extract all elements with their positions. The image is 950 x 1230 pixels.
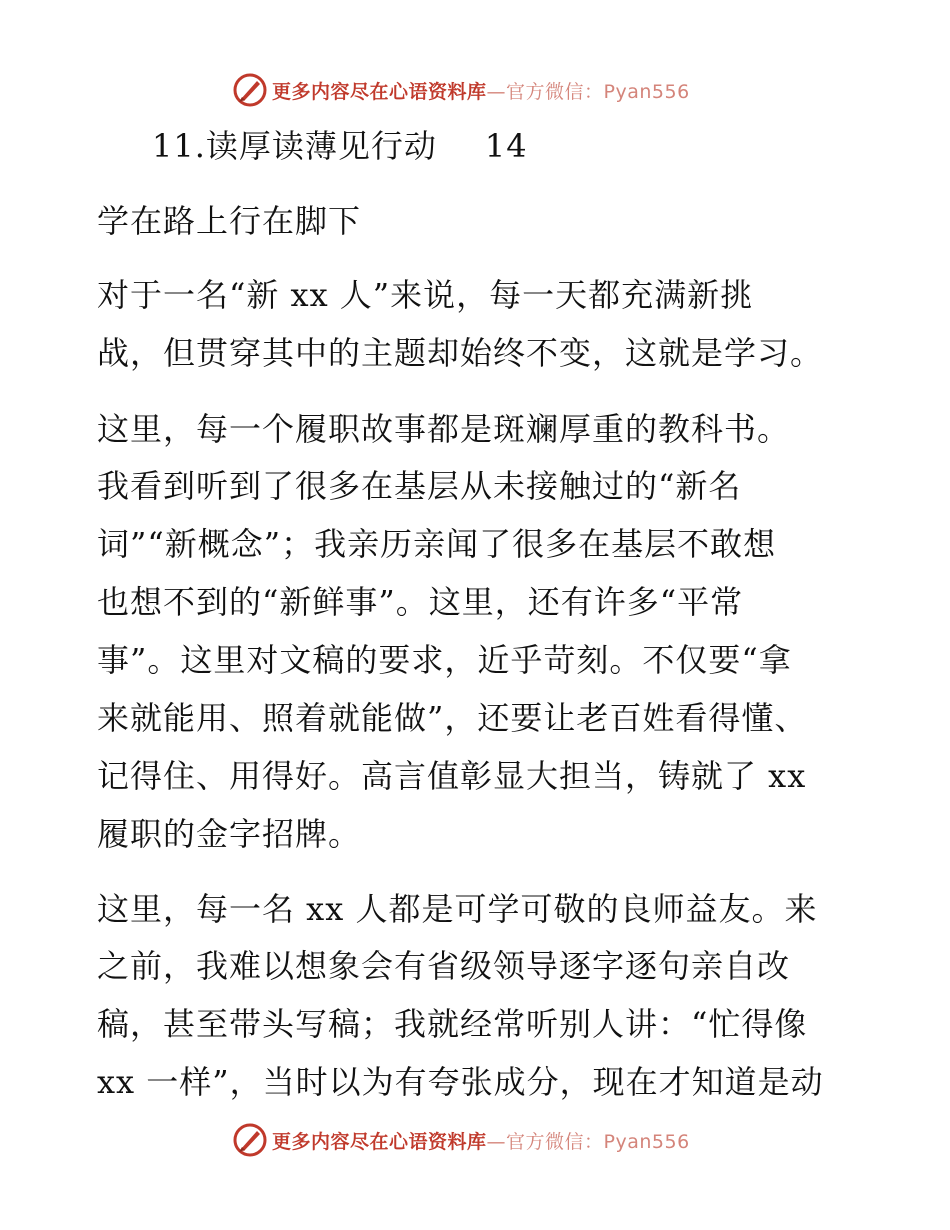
paragraph-line: 稿，甚至带头写稿；我就经常听别人讲：“忙得像 <box>97 1005 808 1043</box>
paragraph-line: 来就能用、照着就能做”，还要让老百姓看得懂、 <box>97 699 808 737</box>
watermark-wechat-label: 官方微信： <box>506 80 604 103</box>
watermark-separator: — <box>486 1130 507 1153</box>
watermark-brand: 更多内容尽在心语资料库 <box>272 1130 487 1153</box>
paragraph-line: 记得住、用得好。高言值彰显大担当，铸就了 xx <box>97 757 807 795</box>
watermark-text <box>272 77 690 104</box>
paragraph-line: 也想不到的“新鲜事”。这里，还有许多“平常 <box>97 583 744 621</box>
paragraph-line: 战，但贯穿其中的主题却始终不变，这就是学习。 <box>97 334 824 372</box>
watermark-wechat-id: Pyan556 <box>603 80 690 103</box>
watermark-separator: — <box>486 80 507 103</box>
pen-logo-icon <box>232 72 268 108</box>
watermark-wechat-label: 官方微信： <box>506 1130 604 1153</box>
footer-watermark <box>232 1120 690 1160</box>
watermark-text <box>272 1127 690 1154</box>
paragraph-line: xx 一样”，当时以为有夸张成分，现在才知道是动 <box>97 1063 824 1101</box>
toc-entry <box>152 126 912 166</box>
paragraph-line: 词”“新概念”；我亲历亲闻了很多在基层不敢想 <box>97 525 777 563</box>
pen-logo-icon <box>232 1122 268 1158</box>
paragraph-line: 这里，每一个履职故事都是斑斓厚重的教科书。 <box>97 410 791 448</box>
watermark-brand: 更多内容尽在心语资料库 <box>272 80 487 103</box>
watermark-wechat-id: Pyan556 <box>603 1130 690 1153</box>
header-watermark <box>232 70 690 110</box>
section-heading: 学在路上行在脚下 <box>97 202 362 240</box>
toc-entry-page: 14 <box>484 127 528 165</box>
paragraph-line: 之前，我难以想象会有省级领导逐字逐句亲自改 <box>97 947 791 985</box>
toc-entry-title: 11.读厚读薄见行动 <box>152 127 437 165</box>
paragraph-line: 对于一名“新 xx 人”来说，每一天都充满新挑 <box>97 276 754 314</box>
paragraph-line: 事”。这里对文稿的要求，近乎苛刻。不仅要“拿 <box>97 641 792 679</box>
paragraph-line: 履职的金字招牌。 <box>97 815 362 853</box>
paragraph-line: 这里，每一名 xx 人都是可学可敬的良师益友。来 <box>97 890 818 928</box>
paragraph-line: 我看到听到了很多在基层从未接触过的“新名 <box>97 467 742 505</box>
